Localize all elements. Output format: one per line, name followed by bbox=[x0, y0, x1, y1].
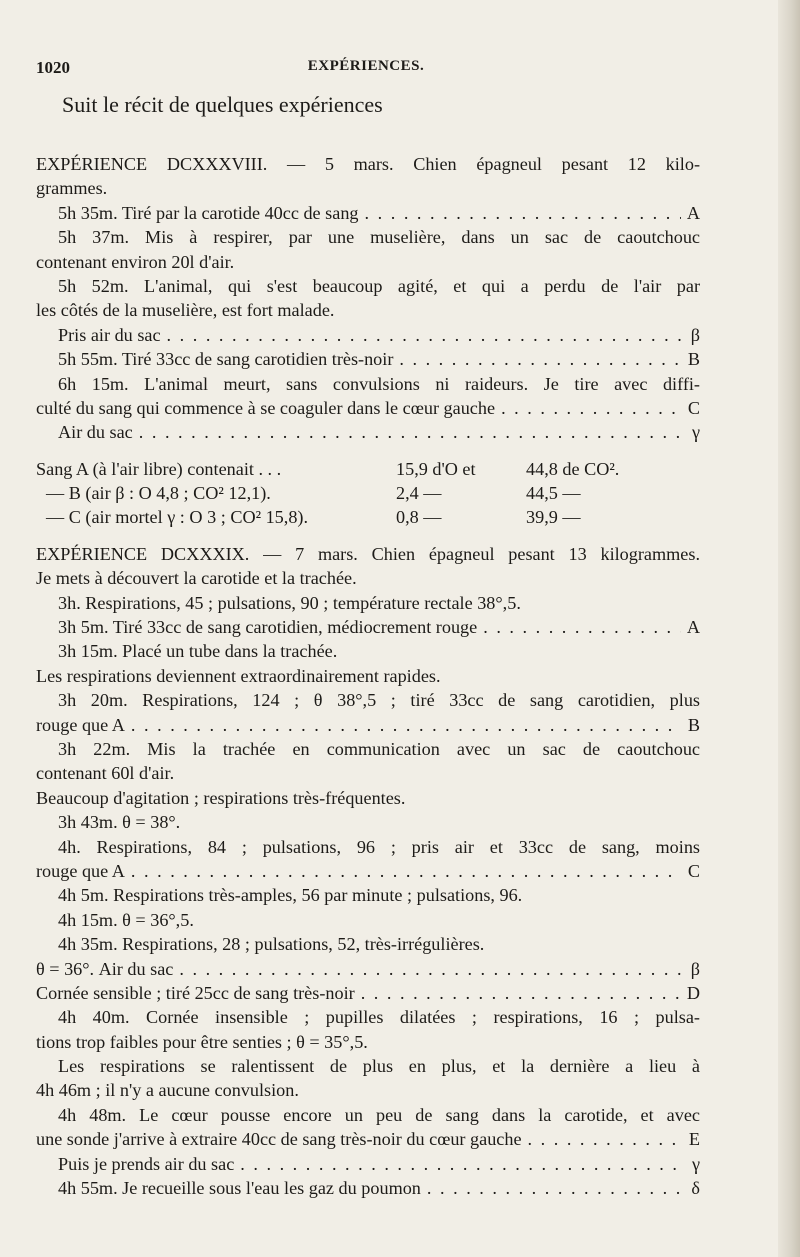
text-line: 5h 52m. L'animal, qui s'est beaucoup agité, et qui a perdu de l'air par bbox=[58, 275, 700, 296]
text-line-marked: Pris air du sac . . . β bbox=[36, 323, 700, 347]
text-line-marked: 4h 55m. Je recueille sous l'eau les gaz du poumon . . . δ bbox=[36, 1176, 700, 1200]
text-line: tions trop faibles pour être senties ; θ = 35°,5. bbox=[36, 1031, 368, 1052]
text-line: 4h 5m. Respirations très-amples, 56 par minute ; pulsations, 96. bbox=[58, 885, 523, 906]
text-line: 4h 46m ; il n'y a aucune convulsion. bbox=[36, 1080, 299, 1101]
page-number: 1020 bbox=[36, 58, 70, 77]
text-line: 4h 48m. Le cœur pousse encore un peu de sang dans la carotide, et avec bbox=[58, 1104, 700, 1125]
text-line-marked: Cornée sensible ; tiré 25cc de sang très-noir . . . D bbox=[36, 981, 700, 1005]
text-line: 3h. Respirations, 45 ; pulsations, 90 ; température rectale 38°,5. bbox=[58, 592, 521, 613]
text-line: EXPÉRIENCE DCXXXIX. — 7 mars. Chien épagneul pesant 13 kilogrammes. bbox=[36, 543, 700, 564]
text-line: 4h 15m. θ = 36°,5. bbox=[58, 909, 194, 930]
text-line: 4h 35m. Respirations, 28 ; pulsations, 52, très-irrégulières. bbox=[58, 934, 485, 955]
text-line-marked: Puis je prends air du sac . . . γ bbox=[36, 1152, 700, 1176]
text-line-marked: culté du sang qui commence à se coaguler dans le cœur gauche . . . C bbox=[36, 396, 700, 420]
page-edge bbox=[778, 0, 800, 1257]
text-line-marked: 5h 55m. Tiré 33cc de sang carotidien très-noir . . . B bbox=[36, 347, 700, 371]
text-line: Je mets à découvert la carotide et la trachée. bbox=[36, 568, 357, 589]
text-line: Beaucoup d'agitation ; respirations très-fréquentes. bbox=[36, 787, 406, 808]
text-line: 6h 15m. L'animal meurt, sans convulsions ni raideurs. Je tire avec diffi- bbox=[58, 373, 700, 394]
text-line: Les respirations se ralentissent de plus en plus, et la dernière a lieu à bbox=[58, 1056, 700, 1077]
text-line: 3h 43m. θ = 38°. bbox=[58, 812, 181, 833]
text-line: EXPÉRIENCE DCXXXVIII. — 5 mars. Chien épagneul pesant 12 kilo- bbox=[36, 154, 700, 174]
text-line-marked: 3h 5m. Tiré 33cc de sang carotidien, médiocrement rouge . . . A bbox=[36, 615, 700, 639]
text-line-marked: rouge que A . . . B bbox=[36, 713, 700, 737]
page-header bbox=[36, 58, 696, 82]
text-line: 4h. Respirations, 84 ; pulsations, 96 ; pris air et 33cc de sang, moins bbox=[58, 836, 700, 857]
text-line: 5h 37m. Mis à respirer, par une muselière, dans un sac de caoutchouc bbox=[58, 227, 700, 248]
text-line-marked: rouge que A . . . C bbox=[36, 859, 700, 883]
text-line: 4h 40m. Cornée insensible ; pupilles dilatées ; respirations, 16 ; pulsa- bbox=[58, 1007, 700, 1028]
text-line: Les respirations deviennent extraordinairement rapides. bbox=[36, 665, 441, 686]
text-line: 3h 20m. Respirations, 124 ; θ 38°,5 ; tiré 33cc de sang carotidien, plus bbox=[58, 690, 700, 711]
text-line-marked: une sonde j'arrive à extraire 40cc de sang très-noir du cœur gauche . . . E bbox=[36, 1127, 700, 1151]
text-line: contenant 60l d'air. bbox=[36, 763, 175, 784]
text-line-marked: θ = 36°. Air du sac . . . β bbox=[36, 957, 700, 981]
text-line: grammes. bbox=[36, 178, 108, 199]
text-line-marked: Air du sac . . . γ bbox=[36, 420, 700, 444]
text-line: contenant environ 20l d'air. bbox=[36, 251, 235, 272]
gas-row: Sang A (à l'air libre) contenait . . . 15,9 d'O et 44,8 de CO². bbox=[36, 458, 620, 479]
text-line: 3h 15m. Placé un tube dans la trachée. bbox=[58, 641, 338, 662]
text-line-marked: 5h 35m. Tiré par la carotide 40cc de sang . . . A bbox=[36, 201, 700, 225]
gas-row: — B (air β : O 4,8 ; CO² 12,1). 2,4 — 44,5 — bbox=[46, 483, 581, 504]
gas-row: — C (air mortel γ : O 3 ; CO² 15,8). 0,8 — 39,9 — bbox=[46, 507, 581, 528]
text-body bbox=[36, 152, 700, 1200]
text-line: les côtés de la muselière, est fort malade. bbox=[36, 300, 335, 321]
running-head: EXPÉRIENCES. bbox=[307, 58, 425, 74]
section-heading: Suit le récit de quelques expériences bbox=[62, 92, 383, 117]
text-line: 3h 22m. Mis la trachée en communication avec un sac de caoutchouc bbox=[58, 738, 700, 759]
